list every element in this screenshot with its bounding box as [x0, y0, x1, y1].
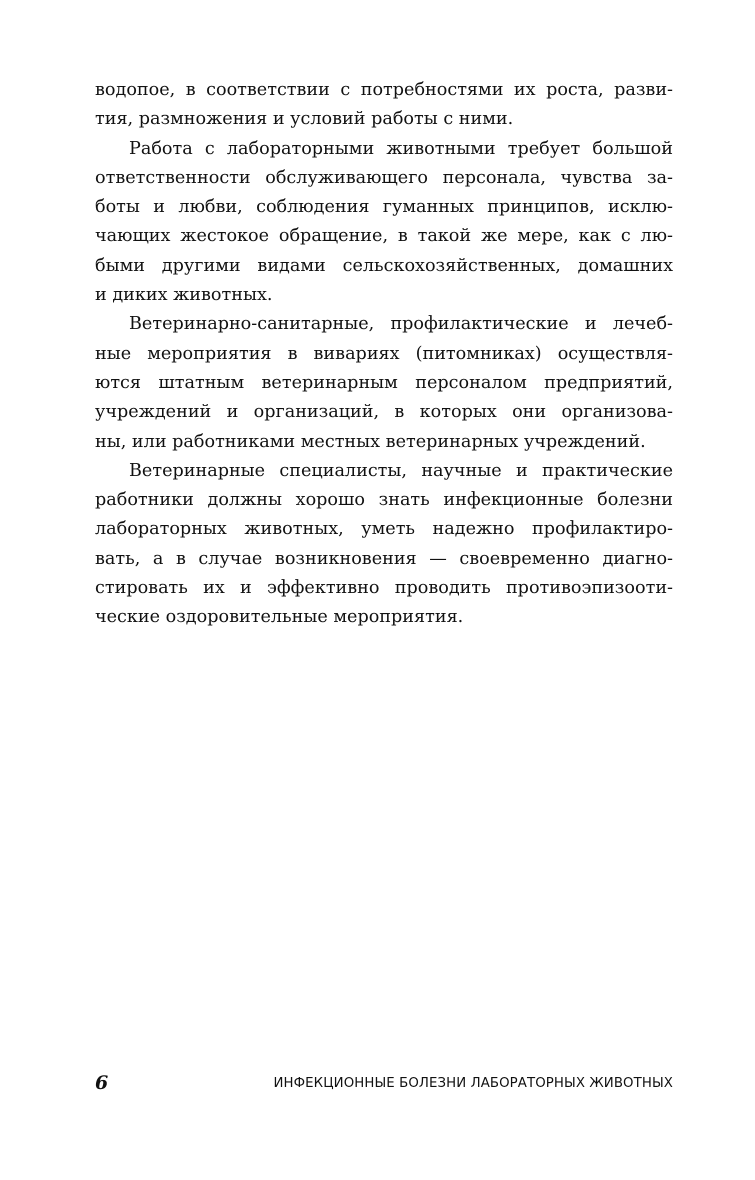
text-line: водопое, в соответствии с потребностями их роста, разви- [95, 80, 673, 100]
paragraph-first-line: Работа с лабораторными животными требует большой [129, 138, 673, 159]
text-line: ные мероприятия в вивариях (питомниках) осуществля- [95, 343, 673, 364]
body-text [95, 76, 673, 633]
text-line: лабораторных животных, уметь надежно профилактиро- [95, 519, 673, 540]
text-line: боты и любви, соблюдения гуманных принципов, исклю- [95, 197, 673, 218]
text-line: учреждений и организаций, в которых они организова- [95, 402, 673, 423]
text-line: чающих жестокое обращение, в такой же мере, как с лю- [95, 226, 673, 247]
text-line: быми другими видами сельскохозяйственных, домашних [95, 255, 673, 276]
text-line: вать, а в случае возникновения — своевременно диагно- [95, 548, 673, 569]
text-line: ческие оздоровительные мероприятия. [95, 607, 464, 628]
paragraph-first-line: Ветеринарные специалисты, научные и практические [129, 460, 673, 481]
page-footer [95, 1071, 673, 1097]
text-line: ются штатным ветеринарным персоналом предприятий, [95, 372, 673, 393]
text-line: ответственности обслуживающего персонала, чувства за- [95, 167, 673, 188]
paragraph-first-line: Ветеринарно-санитарные, профилактические и лечеб- [129, 314, 673, 335]
running-title: ИНФЕКЦИОННЫЕ БОЛЕЗНИ ЛАБОРАТОРНЫХ ЖИВОТНЫХ [273, 1076, 673, 1091]
text-line: стировать их и эффективно проводить противоэпизооти- [95, 578, 673, 599]
text-line: работники должны хорошо знать инфекционные болезни [95, 490, 673, 511]
text-line: ны, или работниками местных ветеринарных учреждений. [95, 431, 646, 452]
text-line: тия, размножения и условий работы с ними. [95, 109, 514, 130]
text-line: и диких животных. [95, 285, 273, 306]
page-number: 6 [95, 1072, 109, 1094]
